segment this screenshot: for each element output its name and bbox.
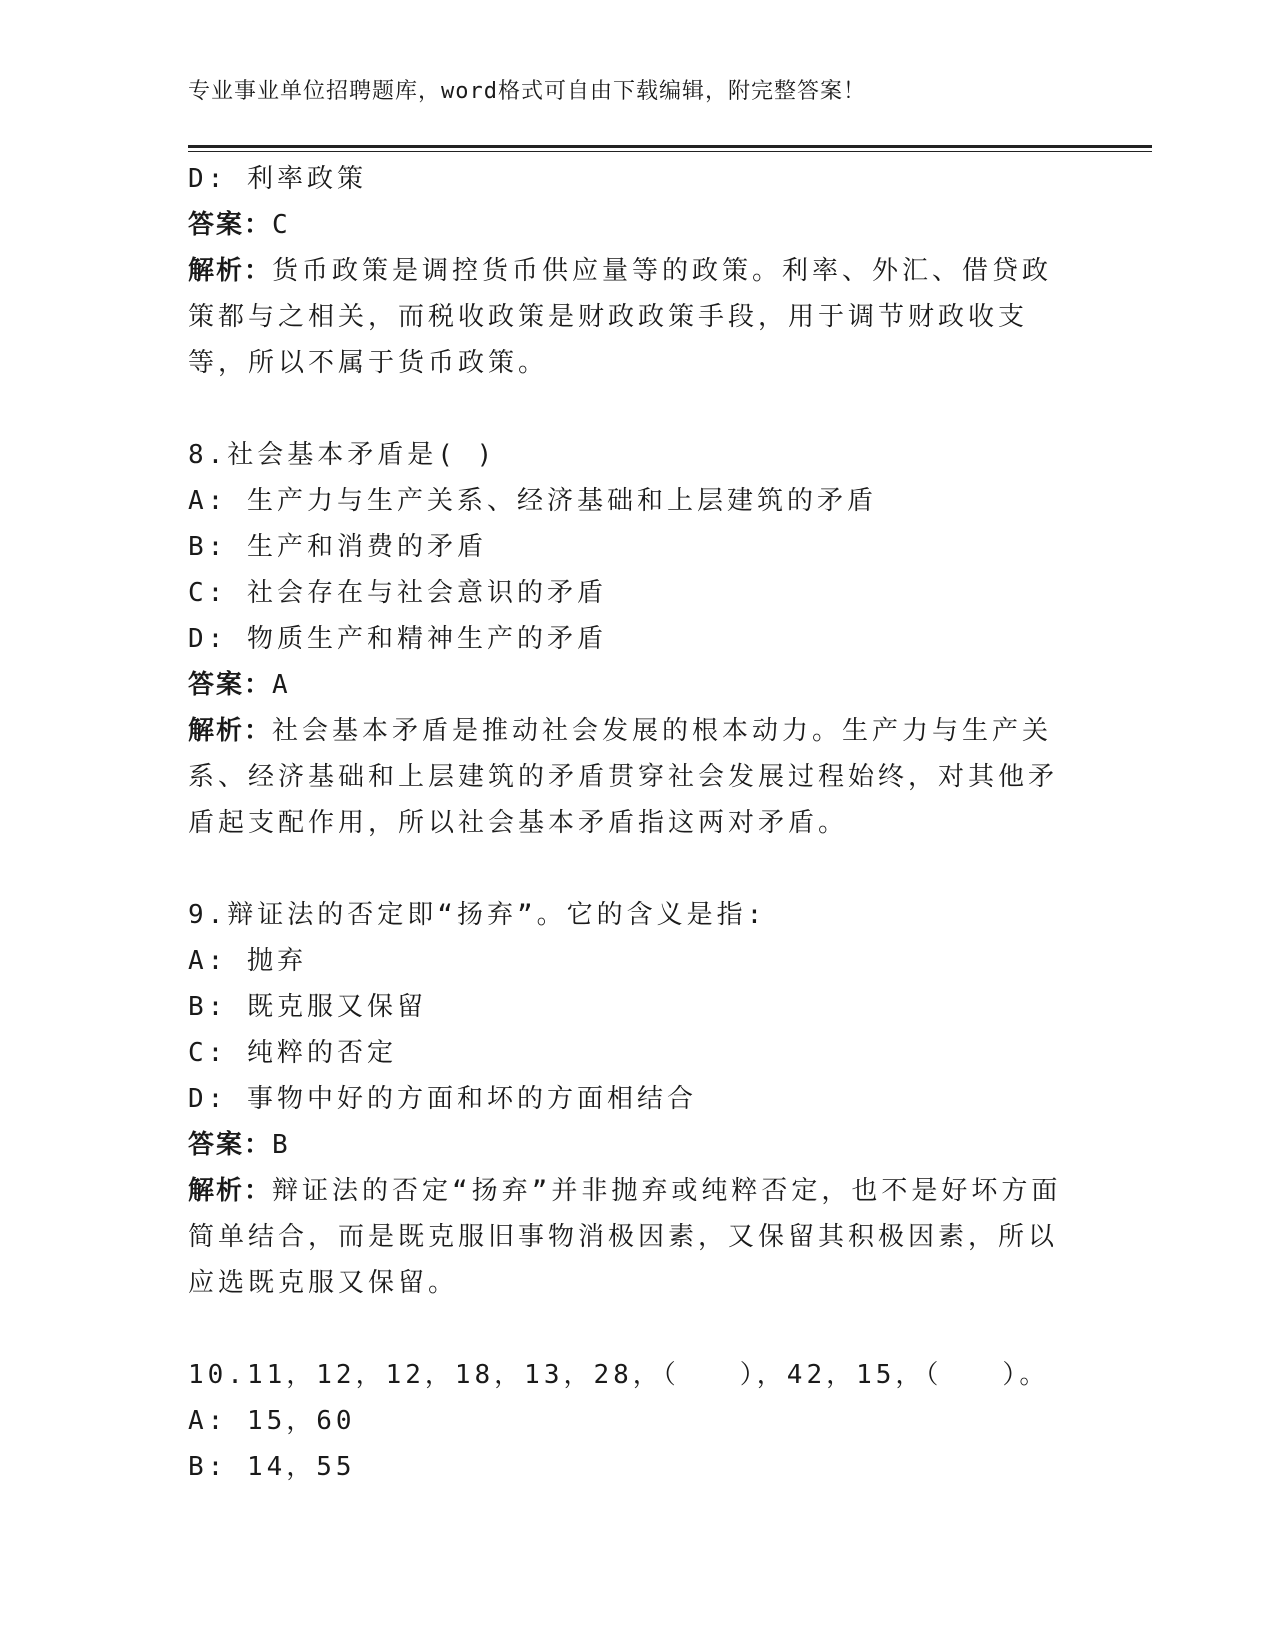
page-header: 专业事业单位招聘题库，word格式可自由下载编辑，附完整答案！	[188, 79, 866, 104]
analysis-line	[188, 708, 1068, 846]
analysis-label: 解析：	[188, 716, 273, 746]
question-8	[188, 432, 1068, 846]
analysis-text: 辩证法的否定“扬弃”并非抛弃或纯粹否定，也不是好坏方面简单结合，而是既克服旧事物消极因素，又保留其积极因素，所以应选既克服又保留。	[188, 1176, 1062, 1298]
answer-label: 答案：	[188, 1130, 273, 1160]
analysis-text: 货币政策是调控货币供应量等的政策。利率、外汇、借贷政策都与之相关，而税收政策是财政政策手段，用于调节财政收支等，所以不属于货币政策。	[188, 256, 1053, 378]
answer-line	[188, 662, 1068, 708]
question-stem: 10.11，12，12，18，13，28，（ ），42，15，（ ）。	[188, 1360, 1050, 1390]
question-10	[188, 1352, 1068, 1490]
option-c: C: 社会存在与社会意识的矛盾	[188, 578, 607, 608]
analysis-line	[188, 1168, 1068, 1306]
spacer	[188, 386, 1068, 432]
option-b: B: 生产和消费的矛盾	[188, 532, 487, 562]
option-b: B: 14，55	[188, 1452, 356, 1482]
question-9	[188, 892, 1068, 1306]
analysis-text: 社会基本矛盾是推动社会发展的根本动力。生产力与生产关系、经济基础和上层建筑的矛盾贯穿社会发展过程始终，对其他矛盾起支配作用，所以社会基本矛盾指这两对矛盾。	[188, 716, 1059, 838]
option-d: D: 物质生产和精神生产的矛盾	[188, 624, 607, 654]
answer-line	[188, 202, 1068, 248]
document-body	[188, 156, 1068, 1490]
option-c: C: 纯粹的否定	[188, 1038, 397, 1068]
question-stem: 9.辩证法的否定即“扬弃”。它的含义是指:	[188, 900, 767, 930]
header-rule-thin	[188, 151, 1152, 152]
analysis-label: 解析：	[188, 256, 273, 286]
option-d: D: 事物中好的方面和坏的方面相结合	[188, 1084, 697, 1114]
answer-label: 答案：	[188, 210, 273, 240]
spacer	[188, 1306, 1068, 1352]
spacer	[188, 846, 1068, 892]
analysis-line	[188, 248, 1068, 386]
option-a: A: 15，60	[188, 1406, 356, 1436]
answer-value: C	[272, 210, 292, 240]
answer-line	[188, 1122, 1068, 1168]
answer-value: A	[272, 670, 292, 700]
analysis-label: 解析：	[188, 1176, 273, 1206]
option-a: A: 生产力与生产关系、经济基础和上层建筑的矛盾	[188, 486, 877, 516]
option-b: B: 既克服又保留	[188, 992, 427, 1022]
answer-value: B	[272, 1130, 292, 1160]
answer-label: 答案：	[188, 670, 273, 700]
option-a: A: 抛弃	[188, 946, 307, 976]
question-stem: 8.社会基本矛盾是( )	[188, 440, 497, 470]
header-rule-thick	[188, 145, 1152, 148]
question-7-tail	[188, 156, 1068, 386]
option-d: D: 利率政策	[188, 164, 367, 194]
